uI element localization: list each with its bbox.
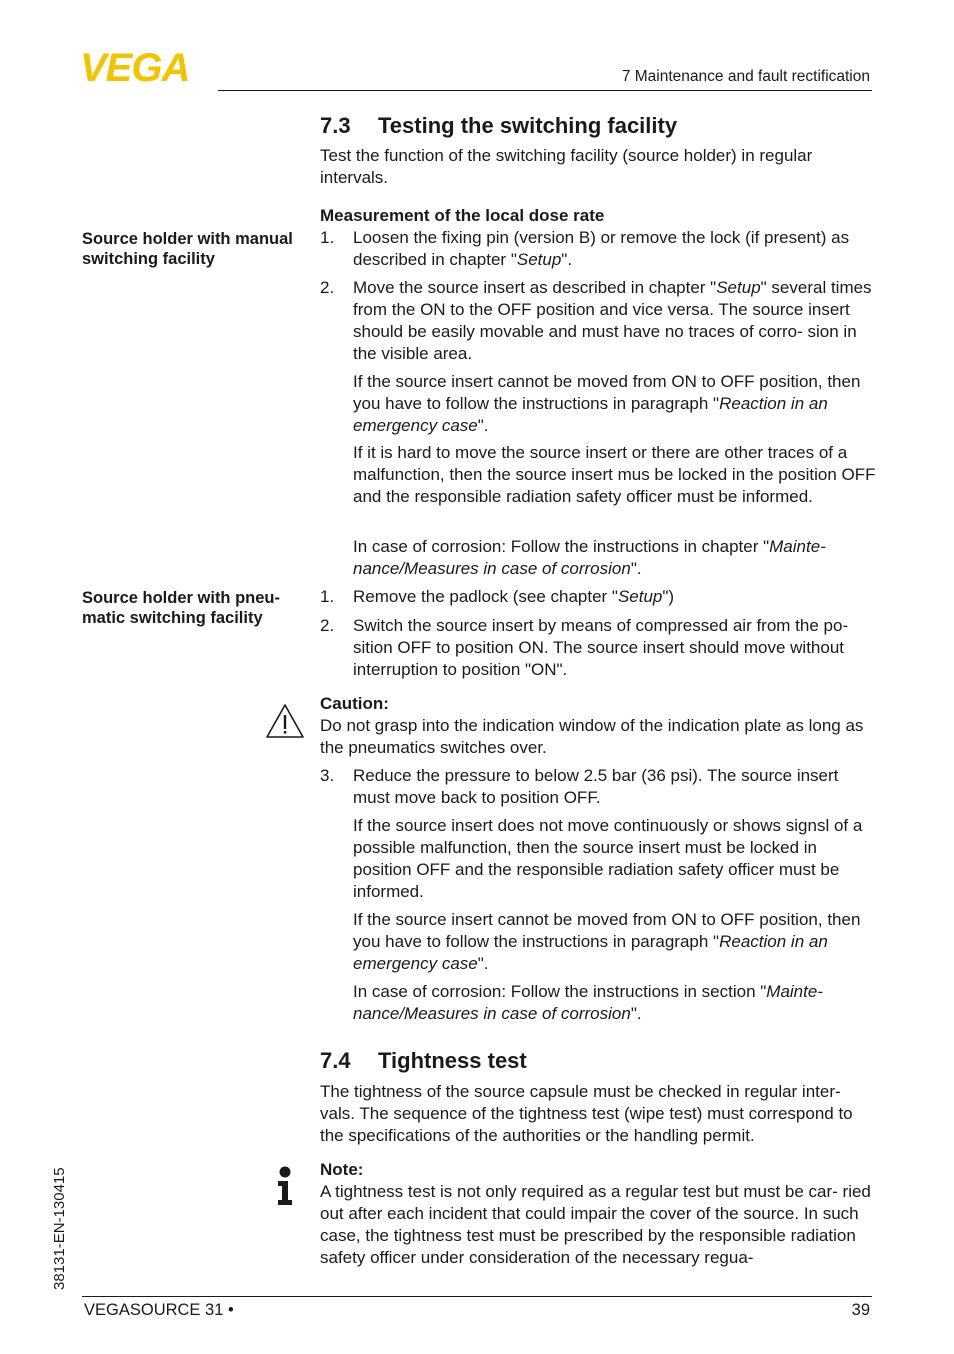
footer-rule [82, 1296, 872, 1297]
info-icon [275, 1166, 295, 1206]
section-title-7-4: 7.4 Tightness test [320, 1048, 527, 1073]
note-heading: Note: [320, 1160, 364, 1179]
warning-icon [265, 703, 305, 739]
page-number: 39 [851, 1301, 870, 1319]
section-intro: Test the function of the switching facility (source holder) in regular intervals. [320, 146, 813, 187]
list-item: 3. Reduce the pressure to below 2.5 bar (36 psi). The source insert must move back to position OFF. [320, 766, 839, 807]
list-item: 1. Remove the padlock (see chapter "Setup") [320, 587, 675, 606]
paragraph: If the source insert cannot be moved from ON to OFF position, then you have to follow the instructions in paragraph "Reaction in an emergency case". [353, 910, 861, 973]
header-rule [218, 90, 872, 91]
margin-label-pneumatic: Source holder with pneu- matic switching facility [82, 589, 281, 627]
section-intro: The tightness of the source capsule must be checked in regular inter- vals. The sequence of the tightness test (wipe test) must correspond to the specifications of the authorities or the handling permit. [320, 1082, 853, 1145]
list-item: 2. Switch the source insert by means of compressed air from the po- sition OFF to position ON. The source insert should move without interruption to position "ON". [320, 616, 849, 679]
chapter-header: 7 Maintenance and fault rectification [621, 68, 870, 85]
caution-heading: Caution: [320, 694, 389, 713]
section-title-7-3: 7.3 Testing the switching facility [320, 113, 678, 138]
subheading-dose-rate: Measurement of the local dose rate [320, 206, 605, 225]
list-item: 1. Loosen the fixing pin (version B) or remove the lock (if present) as described in chapter "Setup". [320, 228, 850, 269]
caution-text: Do not grasp into the indication window of the indication plate as long as the pneumatics switches over. [320, 716, 864, 757]
paragraph: If the source insert cannot be moved from ON to OFF position, then you have to follow the instructions in paragraph "Reaction in an emergency case". [353, 372, 861, 435]
paragraph: If the source insert does not move continuously or shows signsl of a possible malfunction, then the source insert must be locked in position OFF and the responsible radiation safety officer must be informed. [353, 816, 863, 901]
note-text: A tightness test is not only required as a regular test but must be car- ried out after each incident that could impair the cover of the source. In such case, the tightness test must be prescribed by the responsible radiation safety officer under consideration of the necessary regua- [320, 1182, 871, 1267]
paragraph: In case of corrosion: Follow the instructions in section "Mainte- nance/Measures in case of corrosion". [353, 982, 823, 1023]
paragraph: In case of corrosion: Follow the instructions in chapter "Mainte- nance/Measures in case of corrosion". [353, 537, 826, 578]
footer-product: VEGASOURCE 31 • [84, 1301, 234, 1319]
list-item: 2. Move the source insert as described in chapter "Setup" several times from the ON to the OFF position and vice versa. The source insert should be easily movable and must have no traces of corro- sion in the visible area. [320, 278, 872, 363]
document-id: 38131-EN-130415 [51, 1167, 68, 1290]
vega-logo [80, 50, 212, 84]
logo-text: VEGA [80, 50, 190, 84]
margin-label-manual: Source holder with manual switching facility [82, 230, 293, 268]
paragraph: If it is hard to move the source insert or there are other traces of a malfunction, then the source insert mus be locked in the position OFF and the responsible radiation safety officer must be informed. [353, 443, 876, 506]
